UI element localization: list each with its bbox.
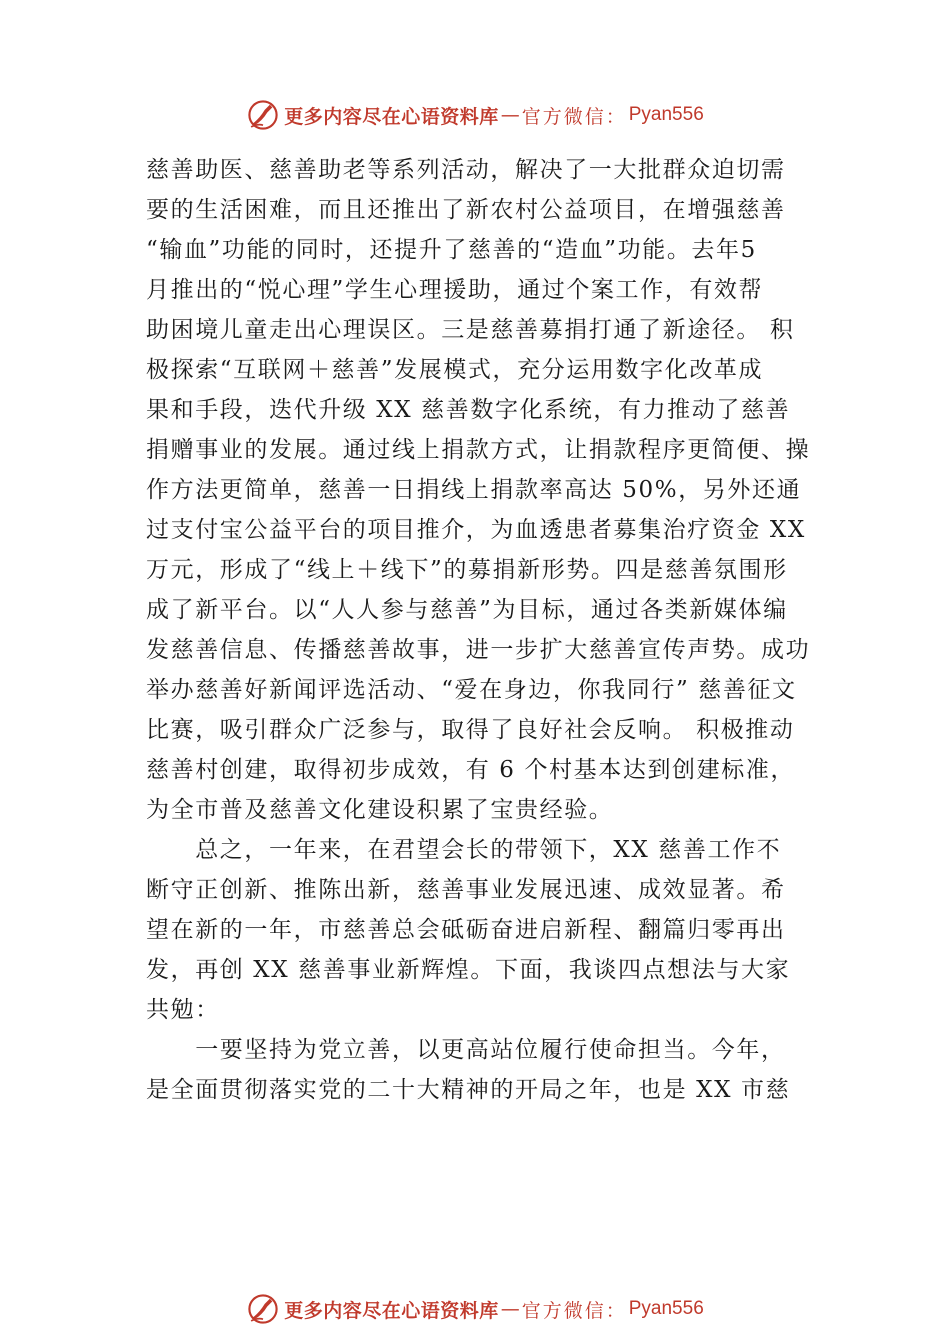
text-line: 月推出的“悦心理”学生心理援助，通过个案工作，有效帮 <box>146 277 764 303</box>
banner-wechat-label: 官方微信： <box>521 1299 627 1322</box>
banner-wechat-label: 官方微信： <box>521 105 627 128</box>
text-line: 慈善村创建，取得初步成效，有 6 个村基本达到创建标准， <box>146 757 796 783</box>
banner-brand-text: 更多内容尽在心语资料库 <box>284 105 499 128</box>
text-line: 慈善助医、慈善助老等系列活动，解决了一大批群众迫切需 <box>146 157 786 183</box>
text-line: 过支付宝公益平台的项目推介，为血透患者募集治疗资金 XX <box>146 517 806 543</box>
text-line: 万元，形成了“线上＋线下”的募捐新形势。四是慈善氛围形 <box>146 557 788 583</box>
banner-brand-text: 更多内容尽在心语资料库 <box>284 1299 499 1322</box>
text-line: 成了新平台。以“人人参与慈善”为目标，通过各类新媒体编 <box>146 597 788 623</box>
text-line: 极探索“互联网＋慈善”发展模式，充分运用数字化改革成 <box>146 357 764 383</box>
text-line: 总之，一年来，在君望会长的带领下，XX 慈善工作不 <box>146 837 782 863</box>
text-line: “输血”功能的同时，还提升了慈善的“造血”功能。去年5 <box>146 237 757 263</box>
text-line: 比赛，吸引群众广泛参与，取得了良好社会反响。 积极推动 <box>146 717 795 743</box>
text-line: 作方法更简单，慈善一日捐线上捐款率高达 50%，另外还通 <box>146 477 802 503</box>
header-banner <box>0 95 950 135</box>
text-line: 发，再创 XX 慈善事业新辉煌。下面，我谈四点想法与大家 <box>146 957 791 983</box>
text-line: 助困境儿童走出心理误区。三是慈善募捐打通了新途径。 积 <box>146 317 795 343</box>
pen-seal-logo-icon <box>246 1292 280 1326</box>
paragraph <box>146 830 816 1030</box>
text-line: 为全市普及慈善文化建设积累了宝贵经验。 <box>146 797 614 823</box>
text-line: 断守正创新、推陈出新，慈善事业发展迅速、成效显著。希 <box>146 877 786 903</box>
text-line: 要的生活困难，而且还推出了新农村公益项目，在增强慈善 <box>146 197 786 223</box>
document-body <box>146 150 816 1110</box>
pen-seal-logo-icon <box>246 98 280 132</box>
paragraph <box>146 150 816 830</box>
banner-separator: — <box>500 1298 520 1320</box>
text-line: 举办慈善好新闻评选活动、“爱在身边，你我同行” 慈善征文 <box>146 677 797 703</box>
footer-banner <box>0 1289 950 1329</box>
paragraph <box>146 1030 816 1110</box>
text-line: 捐赠事业的发展。通过线上捐款方式，让捐款程序更简便、操 <box>146 437 811 463</box>
banner-separator: — <box>500 104 520 126</box>
text-line: 是全面贯彻落实党的二十大精神的开局之年，也是 XX 市慈 <box>146 1077 791 1103</box>
banner-account-id: Pyan556 <box>628 104 704 125</box>
text-line: 果和手段，迭代升级 XX 慈善数字化系统，有力推动了慈善 <box>146 397 791 423</box>
text-line: 发慈善信息、传播慈善故事，进一步扩大慈善宣传声势。成功 <box>146 637 811 663</box>
banner-account-id: Pyan556 <box>628 1298 704 1319</box>
text-line: 望在新的一年，市慈善总会砥砺奋进启新程、翻篇归零再出 <box>146 917 786 943</box>
text-line: 一要坚持为党立善，以更高站位履行使命担当。今年， <box>146 1037 786 1063</box>
text-line: 共勉： <box>146 997 220 1023</box>
